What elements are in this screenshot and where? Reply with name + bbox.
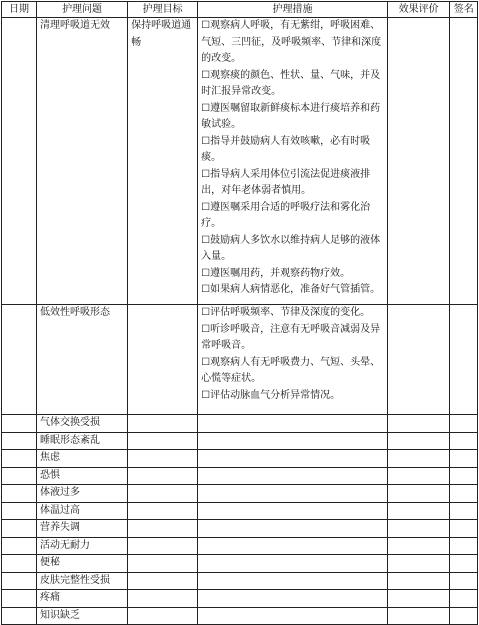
signature-cell[interactable] [450,520,478,538]
header-date: 日期 [2,2,37,18]
date-cell[interactable] [2,485,37,503]
date-cell[interactable] [2,18,37,305]
goal-cell[interactable] [128,485,198,503]
goal-cell[interactable] [128,415,198,433]
problem-cell: 体温过高 [36,502,127,520]
measure-item: ☐指导并鼓励病人有效咳嗽，必有时吸痰。 [201,135,371,163]
problem-cell: 体液过多 [36,485,127,503]
date-cell[interactable] [2,502,37,520]
table-row [2,305,478,415]
measure-item: ☐观察病人呼吸，有无紫绀，呼吸困难、气短、三凹征，及呼吸频率、节律和深度的改变。 [201,20,382,64]
nursing-care-plan-sheet [1,1,478,625]
measures-cell[interactable] [198,555,388,573]
header-signature: 签名 [450,2,478,18]
signature-cell[interactable] [450,555,478,573]
signature-cell[interactable] [450,432,478,450]
measures-cell[interactable] [198,415,388,433]
measures-cell[interactable] [198,520,388,538]
signature-cell[interactable] [450,572,478,590]
evaluation-cell[interactable] [387,450,450,468]
evaluation-cell[interactable] [387,432,450,450]
evaluation-cell[interactable] [387,18,450,305]
problem-cell: 恐惧 [36,467,127,485]
date-cell[interactable] [2,537,37,555]
problem-cell: 皮肤完整性受损 [36,572,127,590]
evaluation-cell[interactable] [387,520,450,538]
table-row [2,415,478,433]
goal-cell[interactable] [128,590,198,608]
measures-cell [198,305,388,415]
evaluation-cell[interactable] [387,467,450,485]
measures-cell[interactable] [198,590,388,608]
evaluation-cell[interactable] [387,572,450,590]
nursing-care-plan-table [1,1,478,625]
signature-cell[interactable] [450,18,478,305]
problem-cell: 低效性呼吸形态 [36,305,127,415]
date-cell[interactable] [2,450,37,468]
date-cell[interactable] [2,467,37,485]
goal-cell[interactable] [128,502,198,520]
problem-cell: 便秘 [36,555,127,573]
problem-cell: 清理呼吸道无效 [36,18,127,305]
measure-item: ☐观察病人有无呼吸费力、气短、头晕、心慌等症状。 [201,356,381,384]
evaluation-cell[interactable] [387,305,450,415]
evaluation-cell[interactable] [387,485,450,503]
date-cell[interactable] [2,305,37,415]
measure-item: ☐鼓励病人多饮水以维持病人足够的液体入量。 [201,234,381,262]
signature-cell[interactable] [450,590,478,608]
measures-cell[interactable] [198,537,388,555]
header-measures: 护理措施 [198,2,388,18]
signature-cell[interactable] [450,415,478,433]
measure-item: ☐评估呼吸频率、节律及深度的变化。 [201,307,371,318]
goal-cell[interactable] [128,467,198,485]
goal-cell[interactable] [128,432,198,450]
measure-item: ☐观察痰的颜色、性状、量、气味，并及时汇报异常改变。 [201,69,381,97]
header-goal: 护理目标 [128,2,198,18]
goal-cell: 保持呼吸道通畅 [128,18,198,305]
measures-cell[interactable] [198,432,388,450]
table-row [2,572,478,590]
date-cell[interactable] [2,555,37,573]
header-problem: 护理问题 [36,2,127,18]
signature-cell[interactable] [450,537,478,555]
table-row [2,432,478,450]
evaluation-cell[interactable] [387,555,450,573]
date-cell[interactable] [2,572,37,590]
date-cell[interactable] [2,432,37,450]
table-row [2,520,478,538]
table-row [2,467,478,485]
problem-cell: 营养失调 [36,520,127,538]
table-row [2,590,478,608]
table-row [2,18,478,305]
measures-cell[interactable] [198,450,388,468]
measures-cell[interactable] [198,467,388,485]
measure-item: ☐指导病人采用体位引流法促进痰液排出，对年老体弱者慎用。 [201,168,371,196]
goal-cell [128,305,198,415]
table-row [2,502,478,520]
evaluation-cell[interactable] [387,537,450,555]
measure-item: ☐评估动脉血气分析异常情况。 [201,389,341,401]
problem-cell: 睡眠形态紊乱 [36,432,127,450]
measure-item: ☐遵医嘱用药，并观察药物疗效。 [201,267,351,279]
goal-cell[interactable] [128,520,198,538]
table-row [2,537,478,555]
measure-item: ☐听诊呼吸音，注意有无呼吸音减弱及异常呼吸音。 [201,323,381,351]
table-row [2,485,478,503]
header-row [2,2,478,18]
measures-cell [198,18,388,305]
table-row [2,450,478,468]
signature-cell[interactable] [450,502,478,520]
header-evaluation: 效果评价 [387,2,450,18]
measures-cell[interactable] [198,502,388,520]
date-cell[interactable] [2,415,37,433]
goal-cell[interactable] [128,555,198,573]
goal-cell[interactable] [128,450,198,468]
problem-cell: 气体交换受损 [36,415,127,433]
evaluation-cell[interactable] [387,415,450,433]
measure-item: ☐遵医嘱采用合适的呼吸疗法和雾化治疗。 [201,201,371,229]
goal-cell[interactable] [128,572,198,590]
date-cell[interactable] [2,590,37,608]
date-cell[interactable] [2,520,37,538]
problem-cell: 知识缺乏 [36,607,127,625]
measures-cell[interactable] [198,485,388,503]
goal-cell[interactable] [128,537,198,555]
problem-cell: 焦虑 [36,450,127,468]
problem-cell: 活动无耐力 [36,537,127,555]
evaluation-cell[interactable] [387,502,450,520]
signature-cell[interactable] [450,450,478,468]
problem-cell: 疼痛 [36,590,127,608]
measure-item: ☐如果病人病情恶化，准备好气管插管。 [201,284,381,295]
evaluation-cell[interactable] [387,590,450,608]
signature-cell[interactable] [450,305,478,415]
measure-item: ☐遵医嘱留取新鲜痰标本进行痰培养和药敏试验。 [201,102,381,130]
signature-cell[interactable] [450,485,478,503]
signature-cell[interactable] [450,467,478,485]
measures-cell[interactable] [198,572,388,590]
table-row [2,555,478,573]
